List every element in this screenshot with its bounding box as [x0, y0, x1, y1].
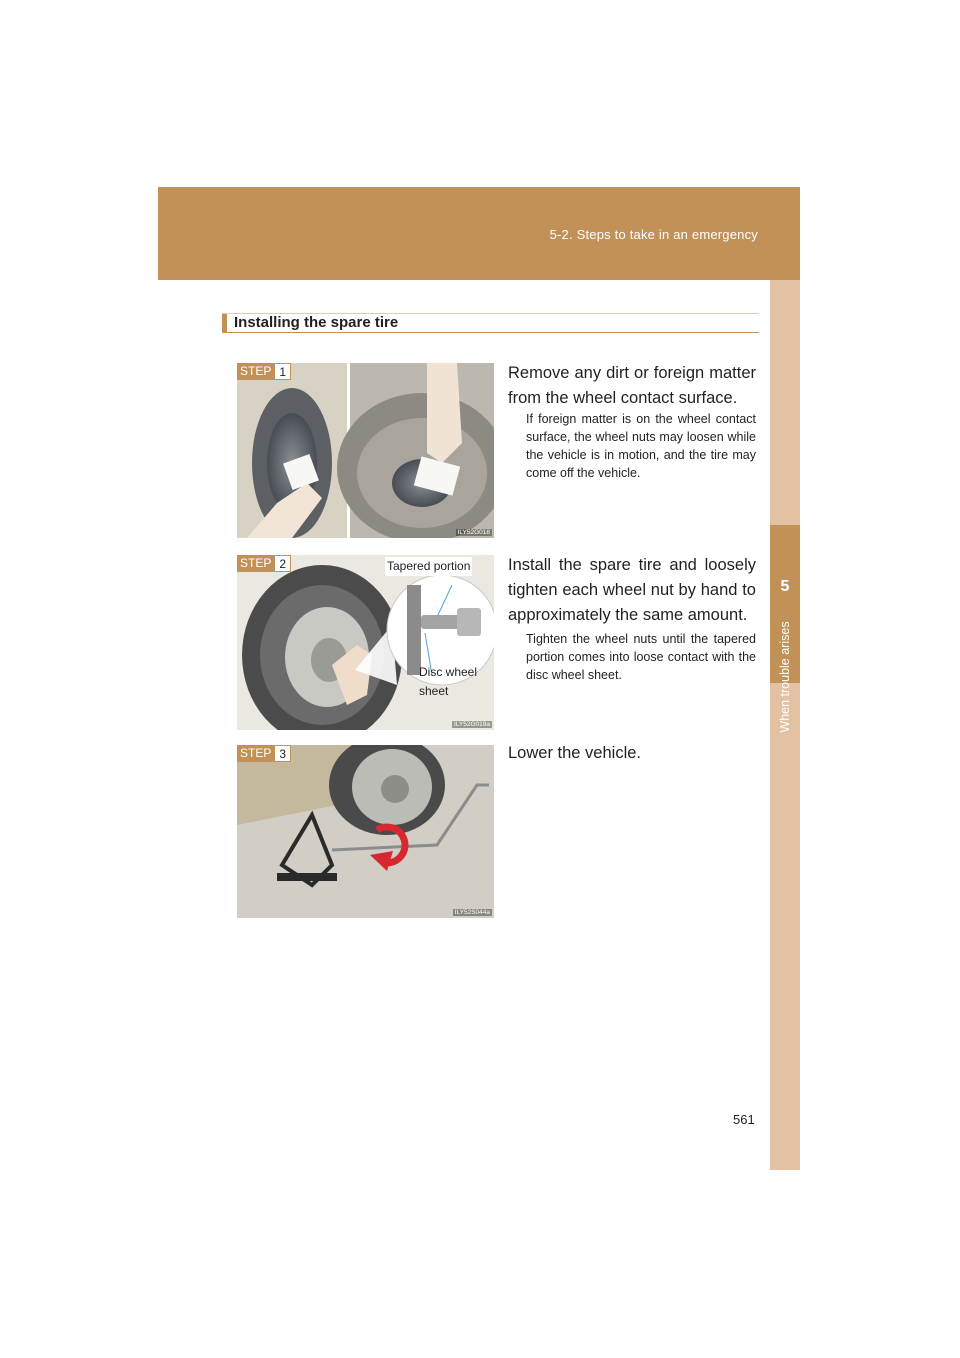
- step-1-note: If foreign matter is on the wheel contact surface, the wheel nuts may loosen while the vehicle is in motion, and the tire may come off the vehicle.: [526, 412, 756, 480]
- step-badge-2: [237, 555, 291, 572]
- step-number: 1: [274, 363, 291, 380]
- header-band: [158, 187, 800, 280]
- step-number: 2: [274, 555, 291, 572]
- running-header: 5-2. Steps to take in an emergency: [549, 227, 758, 242]
- lower-vehicle-illustration: [237, 745, 494, 918]
- callout-tapered-portion: Tapered portion: [385, 557, 472, 576]
- step-3-instruction: Lower the vehicle.: [508, 744, 641, 762]
- step-1-instruction: Remove any dirt or foreign matter from the wheel contact surface.: [508, 364, 756, 407]
- callout-disc-wheel: [419, 663, 477, 701]
- section-heading: [222, 313, 759, 333]
- step-word: STEP: [237, 555, 274, 572]
- heading-accent-bar: [222, 314, 227, 333]
- figure-step-3: [237, 745, 494, 918]
- chapter-number: 5: [780, 578, 790, 595]
- step-2-instruction: Install the spare tire and loosely tighten each wheel nut by hand to approximately the same amount.: [508, 556, 756, 624]
- step-badge-3: [237, 745, 291, 762]
- figure-code: ILY52G019a: [453, 721, 490, 728]
- step-number: 3: [274, 745, 291, 762]
- callout-disc-line-1: Disc wheel: [419, 665, 478, 679]
- step-badge-1: [237, 363, 291, 380]
- callout-disc-line-2: sheet: [419, 684, 449, 698]
- page-number: 561: [733, 1112, 755, 1127]
- step-word: STEP: [237, 363, 274, 380]
- figure-code: ILY52G018: [457, 529, 490, 536]
- figure-step-2: [237, 555, 494, 730]
- section-title: Installing the spare tire: [234, 314, 399, 331]
- step-word: STEP: [237, 745, 274, 762]
- chapter-title: When trouble arises: [778, 621, 792, 733]
- step-2-note: Tighten the wheel nuts until the tapered portion comes into loose contact with the disc wheel sheet.: [526, 632, 756, 682]
- figure-step-1: [237, 363, 494, 538]
- spare-tire-illustration: [237, 555, 494, 730]
- wipe-wheel-illustration: [237, 363, 494, 538]
- figure-code: ILY52S044a: [454, 909, 490, 916]
